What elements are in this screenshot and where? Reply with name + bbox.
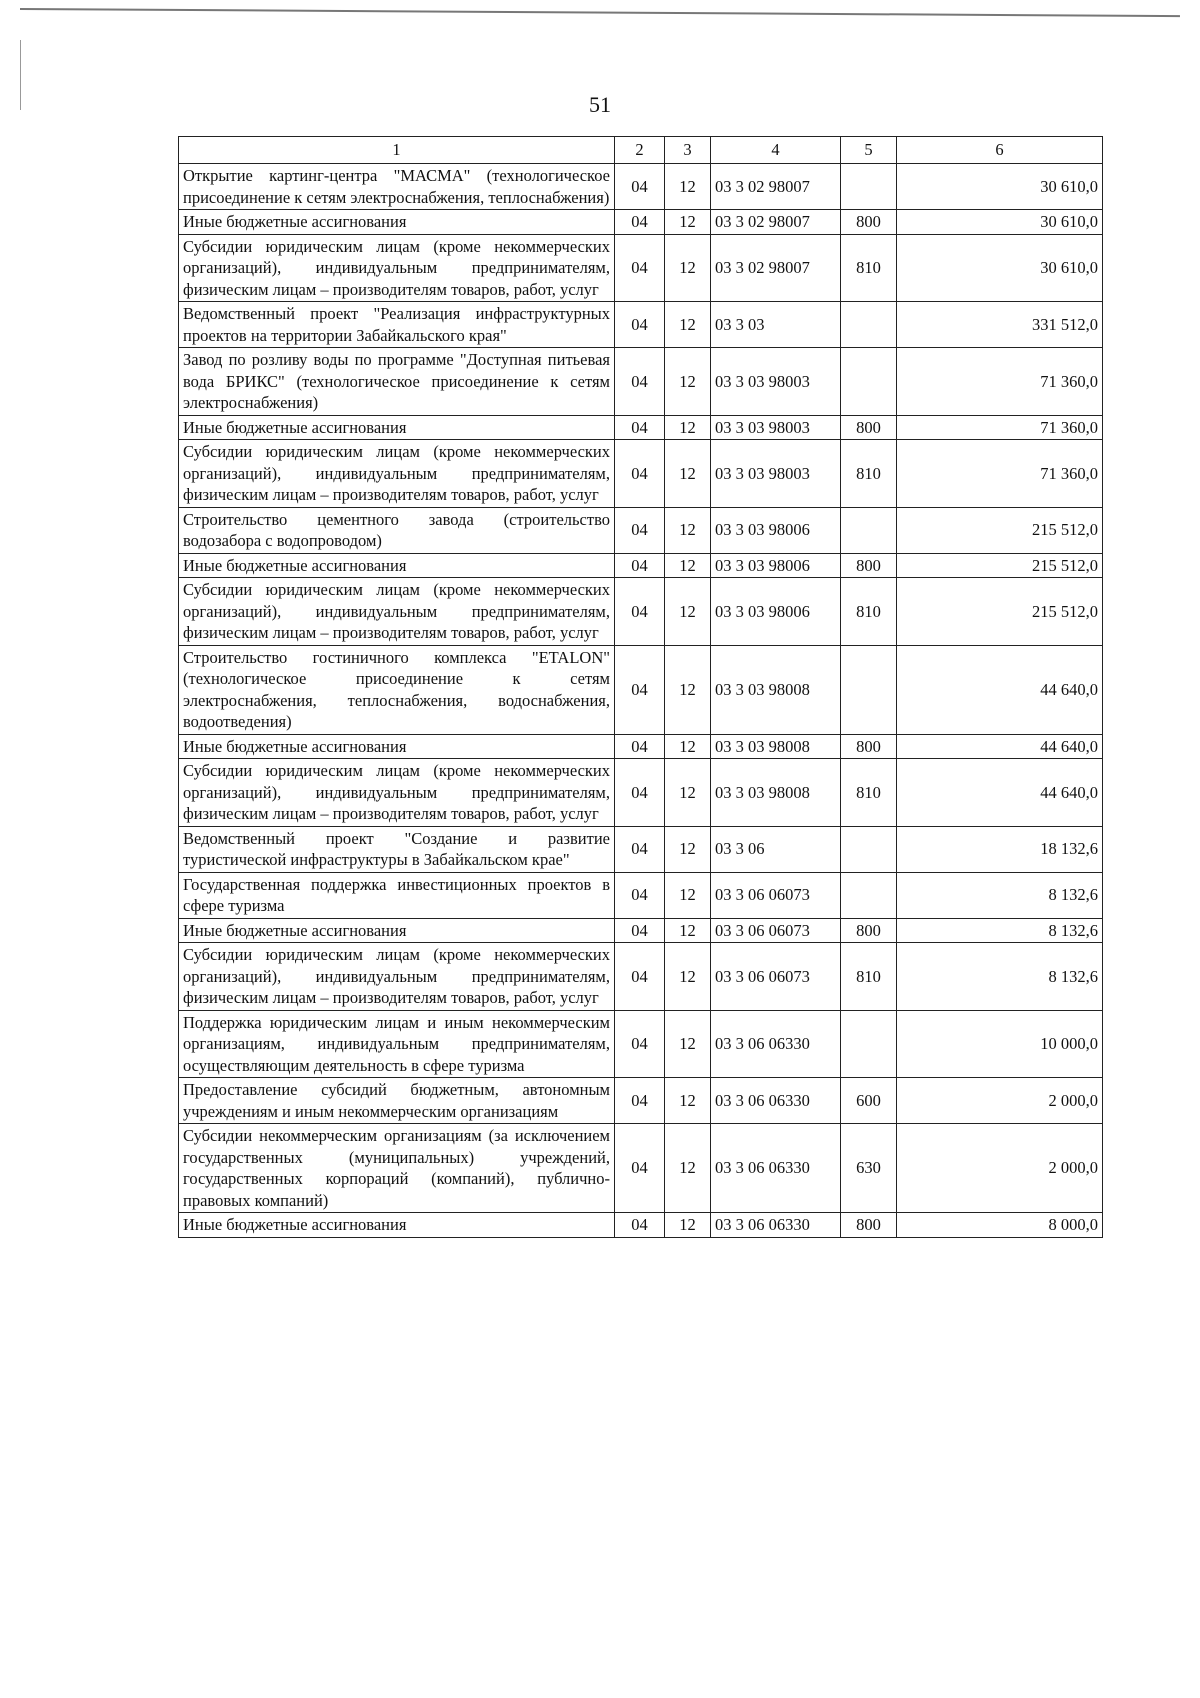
- cell-subsection: 12: [665, 210, 711, 235]
- cell-amount: 18 132,6: [897, 826, 1103, 872]
- cell-section: 04: [615, 507, 665, 553]
- table-row: [179, 164, 1103, 210]
- cell-amount: 10 000,0: [897, 1010, 1103, 1078]
- cell-expense-type: 630: [841, 1124, 897, 1213]
- table-row: [179, 1124, 1103, 1213]
- cell-expense-type: 800: [841, 734, 897, 759]
- cell-target-code: 03 3 03 98008: [711, 734, 841, 759]
- cell-name: Открытие картинг-центра "МАСМА" (технологическое присоединение к сетям электроснабжения, теплоснабжения): [179, 164, 615, 210]
- cell-section: 04: [615, 234, 665, 302]
- cell-subsection: 12: [665, 645, 711, 734]
- header-cell-expense-type: 5: [841, 137, 897, 164]
- cell-expense-type: [841, 507, 897, 553]
- table-row: [179, 918, 1103, 943]
- cell-subsection: 12: [665, 759, 711, 827]
- cell-section: 04: [615, 348, 665, 416]
- cell-target-code: 03 3 06 06330: [711, 1124, 841, 1213]
- cell-name: Ведомственный проект "Реализация инфраструктурных проектов на территории Забайкальского края": [179, 302, 615, 348]
- cell-expense-type: [841, 164, 897, 210]
- cell-amount: 8 000,0: [897, 1213, 1103, 1238]
- cell-subsection: 12: [665, 302, 711, 348]
- cell-name: Строительство гостиничного комплекса "ETALON" (технологическое присоединение к сетям электроснабжения, теплоснабжения, водоснабжения, водоотведения): [179, 645, 615, 734]
- cell-amount: 2 000,0: [897, 1124, 1103, 1213]
- cell-target-code: 03 3 02 98007: [711, 210, 841, 235]
- cell-subsection: 12: [665, 507, 711, 553]
- cell-target-code: 03 3 02 98007: [711, 164, 841, 210]
- cell-expense-type: 800: [841, 1213, 897, 1238]
- cell-subsection: 12: [665, 1124, 711, 1213]
- header-cell-target-code: 4: [711, 137, 841, 164]
- cell-name: Иные бюджетные ассигнования: [179, 918, 615, 943]
- cell-target-code: 03 3 03 98006: [711, 578, 841, 646]
- scan-edge-line: [20, 8, 1180, 17]
- header-cell-section: 2: [615, 137, 665, 164]
- cell-expense-type: [841, 302, 897, 348]
- table-body: [179, 137, 1103, 1238]
- cell-name: Субсидии юридическим лицам (кроме некоммерческих организаций), индивидуальным предпринимателям, физическим лицам – производителям товаров, работ, услуг: [179, 759, 615, 827]
- cell-expense-type: [841, 826, 897, 872]
- cell-expense-type: [841, 645, 897, 734]
- budget-table: [178, 136, 1103, 1238]
- cell-name: Завод по розливу воды по программе "Доступная питьевая вода БРИКС" (технологическое присоединение к сетям электроснабжения): [179, 348, 615, 416]
- cell-section: 04: [615, 645, 665, 734]
- cell-amount: 8 132,6: [897, 943, 1103, 1011]
- cell-name: Субсидии юридическим лицам (кроме некоммерческих организаций), индивидуальным предпринимателям, физическим лицам – производителям товаров, работ, услуг: [179, 943, 615, 1011]
- cell-subsection: 12: [665, 553, 711, 578]
- cell-expense-type: [841, 872, 897, 918]
- cell-section: 04: [615, 872, 665, 918]
- cell-amount: 8 132,6: [897, 918, 1103, 943]
- cell-name: Субсидии юридическим лицам (кроме некоммерческих организаций), индивидуальным предпринимателям, физическим лицам – производителям товаров, работ, услуг: [179, 234, 615, 302]
- table-row: [179, 302, 1103, 348]
- cell-section: 04: [615, 440, 665, 508]
- cell-amount: 331 512,0: [897, 302, 1103, 348]
- cell-section: 04: [615, 943, 665, 1011]
- cell-expense-type: 810: [841, 440, 897, 508]
- cell-target-code: 03 3 06 06073: [711, 943, 841, 1011]
- cell-amount: 44 640,0: [897, 645, 1103, 734]
- cell-amount: 215 512,0: [897, 507, 1103, 553]
- cell-subsection: 12: [665, 918, 711, 943]
- table-row: [179, 943, 1103, 1011]
- cell-target-code: 03 3 06 06330: [711, 1213, 841, 1238]
- cell-amount: 71 360,0: [897, 440, 1103, 508]
- cell-target-code: 03 3 02 98007: [711, 234, 841, 302]
- cell-subsection: 12: [665, 943, 711, 1011]
- cell-expense-type: 800: [841, 918, 897, 943]
- cell-target-code: 03 3 03: [711, 302, 841, 348]
- cell-expense-type: 810: [841, 234, 897, 302]
- cell-expense-type: 800: [841, 210, 897, 235]
- cell-section: 04: [615, 734, 665, 759]
- cell-expense-type: 810: [841, 759, 897, 827]
- cell-subsection: 12: [665, 578, 711, 646]
- cell-section: 04: [615, 1213, 665, 1238]
- table-row: [179, 578, 1103, 646]
- cell-amount: 215 512,0: [897, 553, 1103, 578]
- cell-amount: 71 360,0: [897, 415, 1103, 440]
- cell-subsection: 12: [665, 734, 711, 759]
- cell-target-code: 03 3 03 98006: [711, 507, 841, 553]
- cell-section: 04: [615, 1124, 665, 1213]
- cell-expense-type: [841, 348, 897, 416]
- cell-section: 04: [615, 210, 665, 235]
- cell-subsection: 12: [665, 1078, 711, 1124]
- cell-expense-type: 810: [841, 578, 897, 646]
- table-row: [179, 440, 1103, 508]
- cell-amount: 8 132,6: [897, 872, 1103, 918]
- cell-section: 04: [615, 1078, 665, 1124]
- table-row: [179, 872, 1103, 918]
- cell-amount: 44 640,0: [897, 759, 1103, 827]
- cell-target-code: 03 3 03 98008: [711, 759, 841, 827]
- cell-expense-type: 810: [841, 943, 897, 1011]
- cell-name: Ведомственный проект "Создание и развитие туристической инфраструктуры в Забайкальском крае": [179, 826, 615, 872]
- cell-name: Иные бюджетные ассигнования: [179, 1213, 615, 1238]
- cell-name: Иные бюджетные ассигнования: [179, 734, 615, 759]
- header-cell-amount: 6: [897, 137, 1103, 164]
- cell-name: Иные бюджетные ассигнования: [179, 553, 615, 578]
- table-row: [179, 234, 1103, 302]
- cell-target-code: 03 3 06 06073: [711, 872, 841, 918]
- table-row: [179, 553, 1103, 578]
- cell-amount: 44 640,0: [897, 734, 1103, 759]
- cell-subsection: 12: [665, 234, 711, 302]
- cell-target-code: 03 3 03 98008: [711, 645, 841, 734]
- cell-target-code: 03 3 06 06330: [711, 1078, 841, 1124]
- cell-name: Поддержка юридическим лицам и иным некоммерческим организациям, индивидуальным предпринимателям, осуществляющим деятельность в сфере туризма: [179, 1010, 615, 1078]
- table-row: [179, 1078, 1103, 1124]
- cell-name: Строительство цементного завода (строительство водозабора с водопроводом): [179, 507, 615, 553]
- table-row: [179, 645, 1103, 734]
- cell-target-code: 03 3 06 06073: [711, 918, 841, 943]
- cell-expense-type: [841, 1010, 897, 1078]
- table-row: [179, 415, 1103, 440]
- cell-section: 04: [615, 164, 665, 210]
- cell-section: 04: [615, 302, 665, 348]
- cell-section: 04: [615, 759, 665, 827]
- cell-subsection: 12: [665, 1213, 711, 1238]
- cell-target-code: 03 3 06 06330: [711, 1010, 841, 1078]
- table-row: [179, 507, 1103, 553]
- cell-amount: 30 610,0: [897, 234, 1103, 302]
- table-row: [179, 759, 1103, 827]
- cell-target-code: 03 3 03 98003: [711, 415, 841, 440]
- cell-name: Государственная поддержка инвестиционных проектов в сфере туризма: [179, 872, 615, 918]
- cell-expense-type: 600: [841, 1078, 897, 1124]
- cell-subsection: 12: [665, 872, 711, 918]
- cell-section: 04: [615, 918, 665, 943]
- cell-section: 04: [615, 578, 665, 646]
- table-row: [179, 1010, 1103, 1078]
- cell-amount: 30 610,0: [897, 210, 1103, 235]
- cell-name: Иные бюджетные ассигнования: [179, 415, 615, 440]
- cell-name: Иные бюджетные ассигнования: [179, 210, 615, 235]
- cell-subsection: 12: [665, 348, 711, 416]
- cell-name: Субсидии юридическим лицам (кроме некоммерческих организаций), индивидуальным предпринимателям, физическим лицам – производителям товаров, работ, услуг: [179, 578, 615, 646]
- cell-target-code: 03 3 06: [711, 826, 841, 872]
- cell-target-code: 03 3 03 98003: [711, 440, 841, 508]
- cell-target-code: 03 3 03 98003: [711, 348, 841, 416]
- cell-expense-type: 800: [841, 415, 897, 440]
- cell-subsection: 12: [665, 440, 711, 508]
- cell-expense-type: 800: [841, 553, 897, 578]
- cell-subsection: 12: [665, 826, 711, 872]
- table-row: [179, 1213, 1103, 1238]
- cell-section: 04: [615, 553, 665, 578]
- cell-section: 04: [615, 415, 665, 440]
- cell-section: 04: [615, 826, 665, 872]
- cell-name: Субсидии некоммерческим организациям (за исключением государственных (муниципальных) учреждений, государственных корпораций (компаний), публично-правовых компаний): [179, 1124, 615, 1213]
- cell-name: Субсидии юридическим лицам (кроме некоммерческих организаций), индивидуальным предпринимателям, физическим лицам – производителям товаров, работ, услуг: [179, 440, 615, 508]
- table-row: [179, 210, 1103, 235]
- header-cell-subsection: 3: [665, 137, 711, 164]
- cell-name: Предоставление субсидий бюджетным, автономным учреждениям и иным некоммерческим организациям: [179, 1078, 615, 1124]
- table-row: [179, 348, 1103, 416]
- cell-subsection: 12: [665, 415, 711, 440]
- table-row: [179, 734, 1103, 759]
- cell-subsection: 12: [665, 164, 711, 210]
- cell-amount: 71 360,0: [897, 348, 1103, 416]
- table-header-row: [179, 137, 1103, 164]
- cell-subsection: 12: [665, 1010, 711, 1078]
- cell-section: 04: [615, 1010, 665, 1078]
- header-cell-name: 1: [179, 137, 615, 164]
- cell-amount: 215 512,0: [897, 578, 1103, 646]
- cell-amount: 30 610,0: [897, 164, 1103, 210]
- page-number: 51: [589, 92, 611, 117]
- cell-target-code: 03 3 03 98006: [711, 553, 841, 578]
- cell-amount: 2 000,0: [897, 1078, 1103, 1124]
- table-row: [179, 826, 1103, 872]
